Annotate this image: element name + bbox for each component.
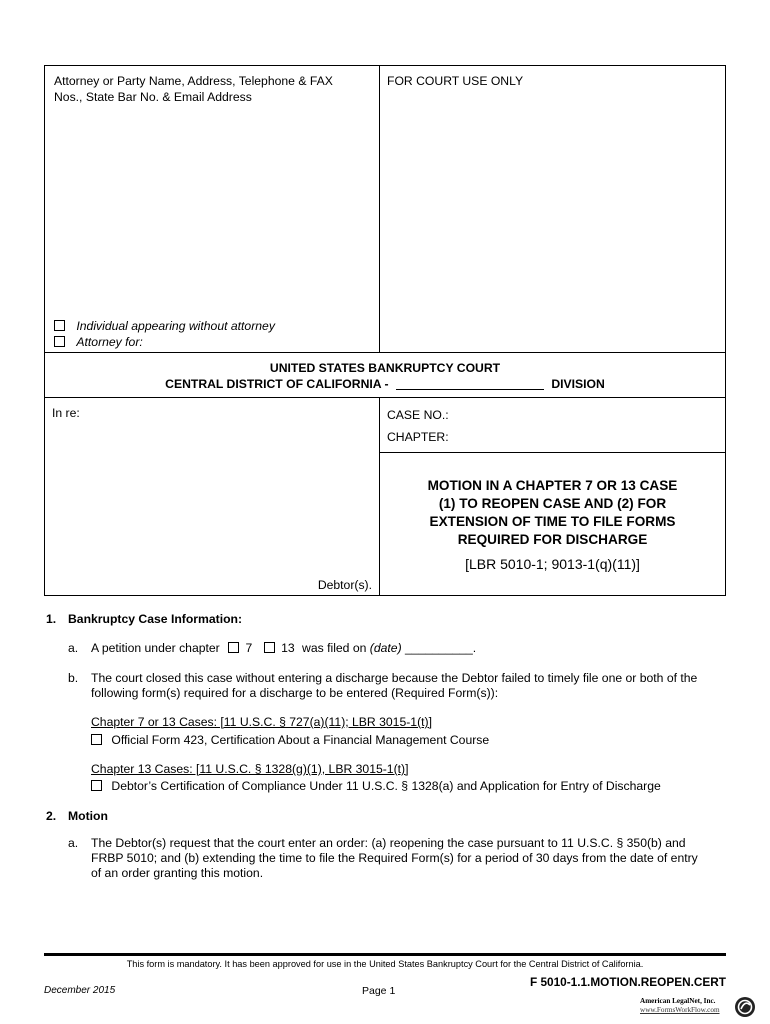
case-no-label: CASE NO.:	[387, 408, 449, 422]
individual-option	[54, 319, 275, 333]
debtors-label: Debtor(s).	[317, 578, 372, 592]
court-name-line1: UNITED STATES BANKRUPTCY COURT	[269, 361, 501, 375]
ch13-certification-checkbox[interactable]	[91, 780, 102, 791]
footer-page: Page 1	[362, 985, 396, 997]
ch13-heading: Chapter 13 Cases: [11 U.S.C. § 1328(g)(1), LBR 3015-1(t)]	[91, 762, 409, 776]
ch713-heading: Chapter 7 or 13 Cases: [11 U.S.C. § 727(a)(11); LBR 3015-1(t)]	[91, 715, 432, 729]
individual-label: Individual appearing without attorney	[76, 319, 275, 333]
form-423-checkbox[interactable]	[91, 734, 102, 745]
chapter-7-checkbox[interactable]	[228, 642, 239, 653]
filed-on-text: was filed on	[302, 641, 367, 655]
date-blank[interactable]: __________.	[405, 641, 477, 655]
case-info-box	[379, 397, 726, 453]
footer-date: December 2015	[44, 985, 116, 996]
motion-title-box	[379, 452, 726, 596]
attorney-for-label: Attorney for:	[76, 335, 143, 349]
division-blank[interactable]	[396, 389, 544, 390]
item-1a-letter: a.	[68, 641, 79, 655]
item-2a-line2: FRBP 5010; and (b) extending the time to file the Required Form(s) for a period of 30 days from the date of entry	[91, 851, 698, 865]
section1-number: 1.	[46, 612, 57, 626]
court-name-line2	[45, 377, 725, 391]
title-line-4: REQUIRED FOR DISCHARGE	[457, 532, 648, 547]
attorney-label-line2: Nos., State Bar No. & Email Address	[54, 90, 252, 104]
in-re-box	[44, 397, 380, 596]
publisher-logo-icon	[734, 996, 756, 1018]
attorney-for-checkbox[interactable]	[54, 336, 65, 347]
attorney-label-line1: Attorney or Party Name, Address, Telephone & FAX	[54, 74, 333, 88]
ch713-item	[91, 733, 489, 747]
attorney-for-option	[54, 335, 143, 349]
section2-heading: Motion	[68, 809, 108, 823]
court-use-label: FOR COURT USE ONLY	[387, 74, 524, 88]
chapter-13-label: 13	[281, 641, 295, 655]
individual-checkbox[interactable]	[54, 320, 65, 331]
in-re-label: In re:	[52, 406, 80, 420]
publisher-name: American LegalNet, Inc.	[640, 997, 716, 1005]
section2-number: 2.	[46, 809, 57, 823]
court-name-box	[44, 352, 726, 398]
petition-text: A petition under chapter	[91, 641, 220, 655]
ch13-item	[91, 779, 661, 793]
district-label: CENTRAL DISTRICT OF CALIFORNIA -	[165, 377, 389, 391]
publisher-url[interactable]: www.FormsWorkFlow.com	[640, 1006, 720, 1014]
item-1b-letter: b.	[68, 671, 79, 685]
item-2a-line1: The Debtor(s) request that the court enter an order: (a) reopening the case pursuant to 11 U.S.C. § 350(b) and	[91, 836, 686, 850]
motion-title	[380, 477, 725, 549]
item-1b-line2: following form(s) required for a discharge to be entered (Required Form(s)):	[91, 686, 499, 700]
ch13-certification-label: Debtor’s Certification of Compliance Under 11 U.S.C. § 1328(a) and Application for Entry of Discharge	[111, 779, 661, 793]
chapter-7-label: 7	[245, 641, 253, 655]
division-label: DIVISION	[551, 377, 605, 391]
footer-mandatory: This form is mandatory. It has been approved for use in the United States Bankruptcy Court for the Central District of California.	[126, 959, 644, 969]
rule-reference: [LBR 5010-1; 9013-1(q)(11)]	[465, 556, 640, 572]
form-423-label: Official Form 423, Certification About a Financial Management Course	[111, 733, 490, 747]
item-2a-line3: of an order granting this motion.	[91, 866, 264, 880]
title-line-3: EXTENSION OF TIME TO FILE FORMS	[429, 514, 676, 529]
footer-form-id: F 5010-1.1.MOTION.REOPEN.CERT	[529, 975, 726, 989]
court-use-box	[379, 65, 726, 353]
section1-heading: Bankruptcy Case Information:	[68, 612, 243, 626]
date-label: (date)	[369, 641, 402, 655]
attorney-info-box	[44, 65, 380, 353]
title-line-1: MOTION IN A CHAPTER 7 OR 13 CASE	[427, 478, 678, 493]
publisher-block	[640, 997, 728, 1015]
item-1a	[91, 641, 476, 655]
item-1b-line1: The court closed this case without entering a discharge because the Debtor failed to timely file one or both of the	[91, 671, 698, 685]
footer-rule	[44, 953, 726, 956]
title-line-2: (1) TO REOPEN CASE AND (2) FOR	[438, 496, 667, 511]
item-2a-letter: a.	[68, 836, 79, 850]
chapter-label: CHAPTER:	[387, 430, 449, 444]
chapter-13-checkbox[interactable]	[264, 642, 275, 653]
